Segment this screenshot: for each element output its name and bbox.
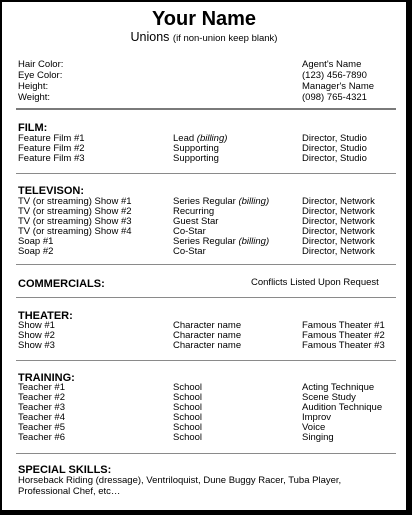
credit-project: TV (or streaming) Show #4 (18, 226, 132, 237)
credit-role-name: Co-Star (173, 226, 206, 237)
credit-role (173, 341, 241, 351)
credit-director: Director, Network (302, 196, 375, 207)
training-divider (16, 453, 396, 454)
credit-role-name: School (173, 422, 203, 433)
credit-director: Singing (302, 432, 334, 443)
credit-project: Show #2 (18, 330, 55, 341)
television-title: TELEVISON: (18, 185, 85, 197)
credit-project: Feature Film #1 (18, 133, 85, 144)
training-credit-row (18, 423, 406, 433)
theater-title: THEATER: (18, 310, 73, 322)
credit-project: TV (or streaming) Show #2 (18, 206, 132, 217)
credit-project: Teacher #1 (18, 382, 66, 393)
credit-billing-note: (billing) (196, 133, 228, 144)
skills-text: Horseback Riding (dressage), Ventriloquist, Dune Buggy Racer, Tuba Player, Professional Chef, etc… (18, 475, 342, 497)
credit-director: Director, Studio (302, 143, 367, 154)
commercials-note: Conflicts Listed Upon Request (251, 277, 379, 288)
credit-billing-note: (billing) (238, 196, 270, 207)
credit-director: Director, Network (302, 216, 375, 227)
credit-director: Director, Network (302, 226, 375, 237)
manager-phone: (098) 765-4321 (302, 92, 367, 103)
credit-role-name: Supporting (173, 143, 219, 154)
television-credit-row (18, 247, 406, 257)
credit-project: Show #3 (18, 340, 55, 351)
credit-project: Teacher #5 (18, 422, 66, 433)
union-label: Unions (130, 30, 170, 44)
credit-role-name: Series Regular (173, 196, 236, 207)
credit-director: Director, Network (302, 236, 375, 247)
credit-role-name: Supporting (173, 153, 219, 164)
credit-role-name: Co-Star (173, 246, 206, 257)
agent-name: Agent's Name (302, 59, 362, 70)
info-height: Height: (18, 81, 49, 92)
credit-project: TV (or streaming) Show #1 (18, 196, 132, 207)
credit-role-name: Series Regular (173, 236, 236, 247)
film-title: FILM: (18, 122, 48, 134)
credit-director: Audition Technique (302, 402, 383, 413)
info-weight: Weight: (18, 92, 51, 103)
credit-project: Teacher #6 (18, 432, 66, 443)
credit-project: Feature Film #3 (18, 153, 85, 164)
film-credit-row (18, 154, 406, 164)
television-list (18, 197, 406, 257)
credit-role-name: School (173, 412, 203, 423)
credit-role-name: Guest Star (173, 216, 219, 227)
credit-role (173, 247, 206, 257)
credit-project: Teacher #2 (18, 392, 66, 403)
credit-role-name: Recurring (173, 206, 215, 217)
credit-director: Famous Theater #2 (302, 330, 385, 341)
credit-project: Soap #1 (18, 236, 54, 247)
manager-name: Manager's Name (302, 81, 375, 92)
training-credit-row (18, 413, 406, 423)
credit-role-name: School (173, 392, 203, 403)
credit-director: Director, Studio (302, 153, 367, 164)
credit-role (173, 433, 202, 443)
skills-title: SPECIAL SKILLS: (18, 464, 112, 476)
credit-role-name: School (173, 432, 203, 443)
commercials-divider (16, 297, 396, 298)
theater-divider (16, 360, 396, 361)
credit-director: Director, Network (302, 246, 375, 257)
training-title: TRAINING: (18, 372, 75, 384)
info-eye-color: Eye Color: (18, 70, 63, 81)
television-divider (16, 264, 396, 265)
credit-director: Acting Technique (302, 382, 375, 393)
credit-billing-note: (billing) (238, 236, 270, 247)
physical-info (18, 59, 63, 103)
resume-page (2, 2, 406, 510)
film-list (18, 134, 406, 164)
credit-director: Famous Theater #3 (302, 340, 385, 351)
header-divider (16, 108, 396, 110)
theater-list (18, 321, 406, 351)
credit-role-name: Character name (173, 330, 242, 341)
union-note: (if non-union keep blank) (172, 33, 278, 44)
credit-role-name: School (173, 402, 203, 413)
agent-phone: (123) 456-7890 (302, 70, 367, 81)
credit-project: Show #1 (18, 320, 55, 331)
contact-info (302, 59, 374, 103)
actor-name: Your Name (151, 8, 257, 30)
credit-role-name: School (173, 382, 203, 393)
credit-project: Teacher #4 (18, 412, 66, 423)
credit-project: TV (or streaming) Show #3 (18, 216, 132, 227)
info-hair-color: Hair Color: (18, 59, 64, 70)
credit-director: Voice (302, 422, 326, 433)
credit-role-name: Character name (173, 340, 242, 351)
credit-director: Improv (302, 412, 332, 423)
credit-project: Feature Film #2 (18, 143, 85, 154)
credit-director: Scene Study (302, 392, 356, 403)
training-list (18, 383, 406, 443)
credit-role-name: Character name (173, 320, 242, 331)
credit-project: Soap #2 (18, 246, 54, 257)
credit-role-name: Lead (173, 133, 195, 144)
theater-credit-row (18, 341, 406, 351)
commercials-title: COMMERCIALS: (18, 278, 105, 290)
union-line (2, 30, 406, 46)
credit-role (173, 154, 219, 164)
training-credit-row (18, 403, 406, 413)
credit-director: Director, Studio (302, 133, 367, 144)
credit-project: Teacher #3 (18, 402, 66, 413)
training-credit-row (18, 433, 406, 443)
credit-director: Director, Network (302, 206, 375, 217)
credit-director: Famous Theater #1 (302, 320, 385, 331)
film-divider (16, 173, 396, 174)
